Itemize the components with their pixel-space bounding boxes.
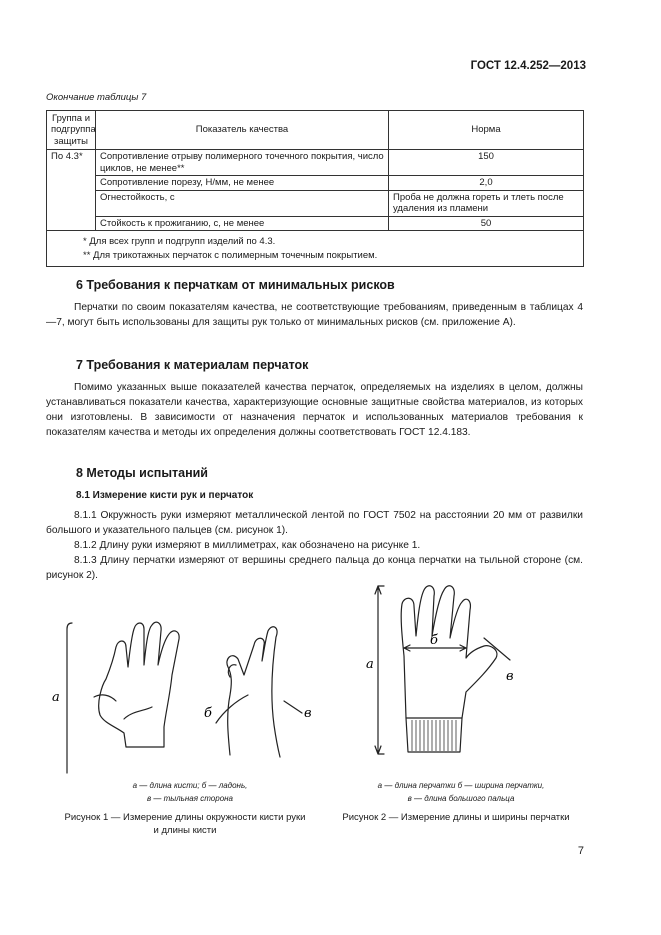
figure-2-drawing xyxy=(360,576,560,776)
figure-2-legend xyxy=(346,779,576,805)
table-caption: Окончание таблицы 7 xyxy=(46,92,147,103)
table-row xyxy=(47,150,584,176)
figure-1-legend-line: в — тыльная сторона xyxy=(146,794,233,803)
figure-1-legend xyxy=(80,779,300,805)
norm-cell: Проба не должна гореть и тлеть после удаления из пламени xyxy=(389,190,584,216)
figure-1-caption-line: Рисунок 1 — Измерение длины окружности кисти руки xyxy=(64,812,306,823)
section-8-1-title: 8.1 Измерение кисти рук и перчаток xyxy=(76,490,254,501)
measurement-line-b xyxy=(216,695,248,723)
section-6-title: 6 Требования к перчаткам от минимальных рисков xyxy=(76,278,395,292)
table-7 xyxy=(46,110,584,267)
palm-hand-outline xyxy=(99,622,179,747)
norm-cell: 150 xyxy=(389,150,584,176)
section-6-text: Перчатки по своим показателям качества, не соответствующие требованиям, приведенным в таблицах 4—7, могут быть использованы для защиты рук только от минимальных рисков (см. приложение А). xyxy=(46,302,583,328)
header-group: Группа и подгруппа защиты xyxy=(47,111,96,150)
label-v: в xyxy=(304,706,312,721)
table-row xyxy=(47,176,584,191)
table-row xyxy=(47,190,584,216)
header-norm: Норма xyxy=(389,111,584,150)
glove-outline xyxy=(401,586,497,718)
indicator-cell: Сопротивление порезу, Н/мм, не менее xyxy=(96,176,389,191)
figure-1-caption-line: и длины кисти xyxy=(153,825,217,836)
standard-id: ГОСТ 12.4.252—2013 xyxy=(470,60,586,72)
table-notes xyxy=(47,231,584,267)
cuff-outline xyxy=(406,718,462,752)
table-notes-row xyxy=(47,231,584,267)
table-header-row xyxy=(47,111,584,150)
section-8-title: 8 Методы испытаний xyxy=(76,466,208,480)
table-note: * Для всех групп и подгрупп изделий по 4.3. xyxy=(83,236,276,247)
paragraph-8-1-1: 8.1.1 Окружность руки измеряют металлической лентой по ГОСТ 7502 на расстоянии 20 мм от развилки большого и указательного пальцев (см. рисунок 1). xyxy=(46,510,583,536)
figure-1-legend-line: а — длина кисти; б — ладонь, xyxy=(132,781,248,790)
measurement-line-v xyxy=(284,701,302,713)
paragraph-8-1-2: 8.1.2 Длину руки измеряют в миллиметрах, как обозначено на рисунке 1. xyxy=(74,540,421,551)
section-7-title: 7 Требования к материалам перчаток xyxy=(76,358,309,372)
side-hand-outline xyxy=(227,627,280,757)
group-cell-empty xyxy=(47,216,96,231)
figure-2-caption: Рисунок 2 — Измерение длины и ширины перчатки xyxy=(342,812,570,823)
palm-crease xyxy=(124,707,152,719)
indicator-cell: Сопротивление отрыву полимерного точечного покрытия, число циклов, не менее** xyxy=(96,150,389,176)
label-a: а xyxy=(366,657,374,672)
label-b: б xyxy=(204,706,212,721)
group-cell-empty xyxy=(47,176,96,191)
group-cell: По 4.3* xyxy=(47,150,96,176)
indicator-cell: Стойкость к прожиганию, с, не менее xyxy=(96,216,389,231)
thumb-line xyxy=(94,695,116,701)
figure-2-legend-line: а — длина перчатки б — ширина перчатки, xyxy=(377,781,545,790)
page-number: 7 xyxy=(577,845,584,857)
figure-2-legend-line: в — длина большого пальца xyxy=(407,794,515,803)
label-v: в xyxy=(506,669,514,684)
norm-cell: 2,0 xyxy=(389,176,584,191)
label-a: а xyxy=(52,690,60,705)
group-cell-empty xyxy=(47,190,96,216)
norm-cell: 50 xyxy=(389,216,584,231)
cuff-ribbing xyxy=(412,720,456,751)
table-note: ** Для трикотажных перчаток с полимерным точечным покрытием. xyxy=(83,250,378,261)
label-b: б xyxy=(430,633,438,648)
figure-1-caption xyxy=(40,811,330,837)
header-indicator: Показатель качества xyxy=(96,111,389,150)
paragraph-8-1-3: 8.1.3 Длину перчатки измеряют от вершины среднего пальца до конца перчатки на тыльной стороне (см. рисунок 2). xyxy=(46,555,583,581)
section-7-text: Помимо указанных выше показателей качества перчаток, определяемых на изделиях в целом, должны устанавливаться показатели качества, характеризующие основные защитные свойства материалов, из которых они изготовлены. В зависимости от назначения перчаток и использованных материалов требования к показателям качества и методы их определения должны соответствовать ГОСТ 12.4.183. xyxy=(46,382,583,438)
figure-1-drawing xyxy=(40,615,330,775)
table-row xyxy=(47,216,584,231)
indicator-cell: Огнестойкость, с xyxy=(96,190,389,216)
length-dimension xyxy=(375,586,384,754)
measurement-bracket xyxy=(67,623,72,773)
